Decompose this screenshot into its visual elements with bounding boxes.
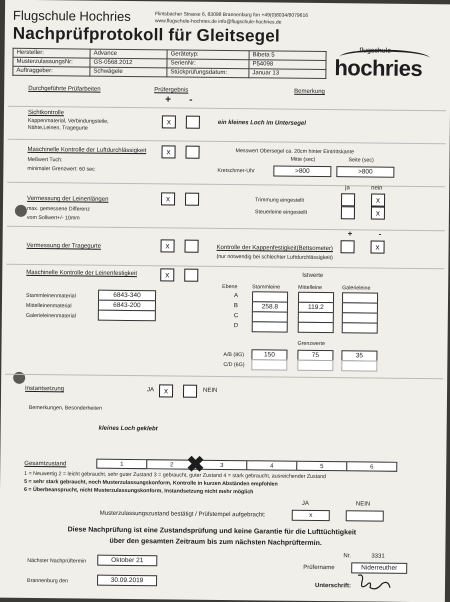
ab-label: A/B (8G) [223,351,245,359]
steuer-nein-checkbox[interactable]: x [371,207,385,220]
checkbox-minus[interactable] [185,240,199,253]
nr-label: Nr. [343,553,352,560]
value-field[interactable]: 258.8 [252,301,288,312]
scale-cell[interactable]: 4 [246,460,297,471]
checkbox-plus[interactable]: x [161,145,175,158]
nein-label: NEIN [355,501,371,508]
ebene-label: Ebene [222,283,238,291]
section-title: Vermessung der Tragegurte [26,242,101,250]
checkbox-plus[interactable]: x [161,192,175,205]
section-title: Maschinelle Kontrolle der Leinenfestigkeit [26,269,138,278]
page-title: Nachprüfprotokoll für Gleitsegel [12,23,280,46]
remark-text: Messwert Obersegel ca. 20cm hinter Eintrittskante [235,148,354,156]
scale-cell[interactable]: 1 [96,459,147,470]
cd-label: C/D (6G) [223,361,245,369]
divider [5,374,443,380]
steuer-ja-checkbox[interactable] [341,206,355,219]
signature-label: Unterschrift: [314,582,352,590]
logo-text-small: flugschule [359,47,392,55]
meta-value: P54098 [249,60,326,70]
section-title: Maschinelle Kontrolle der Luftdurchlässigkeit [27,146,147,155]
divider [8,106,446,112]
stammleine-header: Stammleine [252,284,281,291]
notice-line: über den gesamten Zeitraum bis zum nächsten Nachprüftermin. [109,537,322,548]
nr-value: 3331 [371,553,385,560]
ja-label: JA [301,500,309,507]
condition-scale[interactable] [96,459,396,472]
remark-text: ein kleines Loch im Untersegel [217,119,306,127]
mittel-label: Mittelleinenmaterial [25,302,72,310]
kappe-minus-label: - [378,229,382,239]
limit-field [341,360,377,371]
mittelleine-header: Mittelleine [298,284,323,292]
kappe-minus-checkbox[interactable]: x [371,241,385,254]
ja-label: JA [147,387,155,394]
muster-label: Musterzulassungszustand bestätigt / Prüfstempel aufgebracht: [99,510,266,519]
steuer-label: Steuerleine eingestellt [254,209,308,216]
istwerte-label: Istwerte [302,272,324,280]
col-minus: - [189,94,193,106]
legend-line: 6 = Überbeansprucht, nicht Musterzulassungskonform, Instandsetzung nicht mehr möglich [23,486,254,496]
scale-cell[interactable]: 5 [296,461,347,472]
section-text: Meßwert Tuch: [27,156,63,164]
section-text: max. gemessene Differenz [26,205,90,213]
stamm-field[interactable]: 6843-340 [98,290,156,302]
trimm-nein-checkbox[interactable]: x [371,194,385,207]
col-header-remark: Bemerkung [294,88,325,96]
mitte-field[interactable]: >800 [273,165,331,177]
galerieleine-header: Galerieleine [342,285,371,292]
trimm-label: Trimmung eingestellt [255,197,305,204]
section-title: Vermessung der Leinenlängen [27,195,109,203]
stamm-label: Stammleinenmaterial [26,292,76,300]
limit-field: 150 [251,349,287,360]
meta-value: GS-0568.2012 [90,58,167,68]
checkbox-minus[interactable] [186,116,200,129]
nein-label: nein [371,185,383,192]
date-field[interactable]: 30.09.2019 [97,575,157,587]
section-text: minimaler Grenzwert: 60 sec [27,165,95,173]
meta-label: Hersteller: [13,48,90,58]
checkbox-plus[interactable]: x [160,268,174,281]
ort-label: Brannenburg den [27,577,69,585]
punch-hole [15,205,27,217]
meta-label: MusterzulassungsNr: [13,57,90,67]
legend-line: 1 = Neuwertig 2 = leicht gebraucht, sehr guter Zustand 3 = gebraucht, guter Zustand 4 = stark gebraucht, ausreichender Zustand [24,470,327,481]
next-field[interactable]: Oktober 21 [97,555,157,567]
section-text: Kappenmaterial, Verbindungsteile, [27,117,109,125]
grenzwerte-label: Grenzwerte [297,340,325,348]
kappe-plus-label: + [347,229,353,239]
section-text: vom Sollwert+/- 10mm [26,214,80,222]
limit-field: 75 [297,350,333,361]
ebene-c: C [233,313,239,320]
value-field[interactable]: 119.2 [298,302,334,313]
limit-field [251,359,287,370]
address-line: Flintsbacher Strasse 6, 83098 Brannenburg fon +49(0)8034/8079616 [154,11,309,19]
gal-field[interactable] [98,310,156,322]
seite-field[interactable]: >800 [336,166,394,178]
bemerkungen-label: Bemerkungen, Besonderheiten [28,404,102,412]
checkbox-minus[interactable] [185,146,199,159]
checkbox-minus[interactable] [185,193,199,206]
ebene-a: A [234,293,239,300]
meta-label: Auftraggeber: [13,66,90,76]
contact-line: www.flugschule-hochries.de info@flugschule-hochries.de [154,18,282,26]
section-title: Sichtkontrolle [27,109,65,117]
instand-nein-checkbox[interactable] [183,385,197,398]
mittel-field[interactable]: 6843-200 [98,300,156,312]
checkbox-minus[interactable] [184,269,198,282]
col-header-work: Durchgeführte Prüfarbeiten [28,85,101,93]
limit-field: 35 [341,350,377,361]
logo-text: hochries [334,55,423,82]
scale-cell[interactable]: 2 [146,459,197,470]
scale-cell[interactable]: 3 [196,460,247,471]
checkbox-plus[interactable]: x [162,115,176,128]
muster-ja-field[interactable]: x [292,510,330,521]
meter-label: Kretschmer-Uhr [217,167,255,175]
divider [8,139,446,145]
scale-cell[interactable]: 6 [346,461,397,472]
bemerkungen-text: kleines Loch geklebt [98,425,158,433]
kappe-subtitle: (nur notwendig bei schlechter Luftdurchlässigkeit) [216,253,333,262]
gesamt-label: Gesamtzustand [24,460,67,468]
meta-label: Gerätetyp: [167,50,249,60]
instand-label: Instantsetzung [25,385,65,393]
meta-label: Stückprüfungsdatum: [167,68,249,78]
notice-line: Diese Nachprüfung ist eine Zustandsprüfung und keine Garantie für die Lufttüchtigkeit [67,526,357,537]
legend-line: 5 = sehr stark gebraucht, noch Musterzulassungskonform, Kontrolle in kurzen Abständen empfohlen [24,478,278,488]
school-name: Flugschule Hochries [12,7,131,24]
gal-label: Galerieleinenmaterial [25,312,76,320]
value-field[interactable] [298,322,334,333]
pruefer-label: Prüfername [303,564,335,572]
value-field[interactable] [252,321,288,332]
col-header-result: Prüfergebnis [154,87,189,94]
meta-value: Advance [90,49,167,59]
meta-table [12,48,326,79]
divider [6,264,444,270]
nein-label: NEIN [203,387,218,394]
trimm-ja-checkbox[interactable] [341,193,355,206]
seite-label: Seite (sec) [348,157,374,164]
section-text: Nähte,Leinen, Tragegurte [27,124,88,132]
signature-icon [354,571,394,593]
limit-field [297,360,333,371]
ebene-b: B [233,303,238,310]
meta-value: Bibeta 5 [249,51,326,61]
meta-value: Schwägele [90,67,167,77]
ja-label: ja [345,185,350,192]
next-label: Nächster Nachprüftermin [27,557,87,565]
checkbox-plus[interactable]: x [161,239,175,252]
instand-ja-checkbox[interactable]: x [159,384,173,397]
mitte-label: Mitte (sec) [290,156,316,163]
muster-nein-field[interactable] [346,510,384,521]
meta-value: Januar 13 [249,69,326,79]
col-plus: + [165,94,172,106]
kappe-title: Kontrolle der Kappenfestigkeit(Bettsometer) [216,244,333,253]
selected-cross-icon: ✖ [186,451,205,477]
pruefer-field[interactable]: Niderreuther [351,562,407,574]
ebene-d: D [233,323,239,330]
meta-label: SerienNr: [167,59,249,69]
kappe-plus-checkbox[interactable] [341,240,355,253]
value-field[interactable] [342,322,378,333]
